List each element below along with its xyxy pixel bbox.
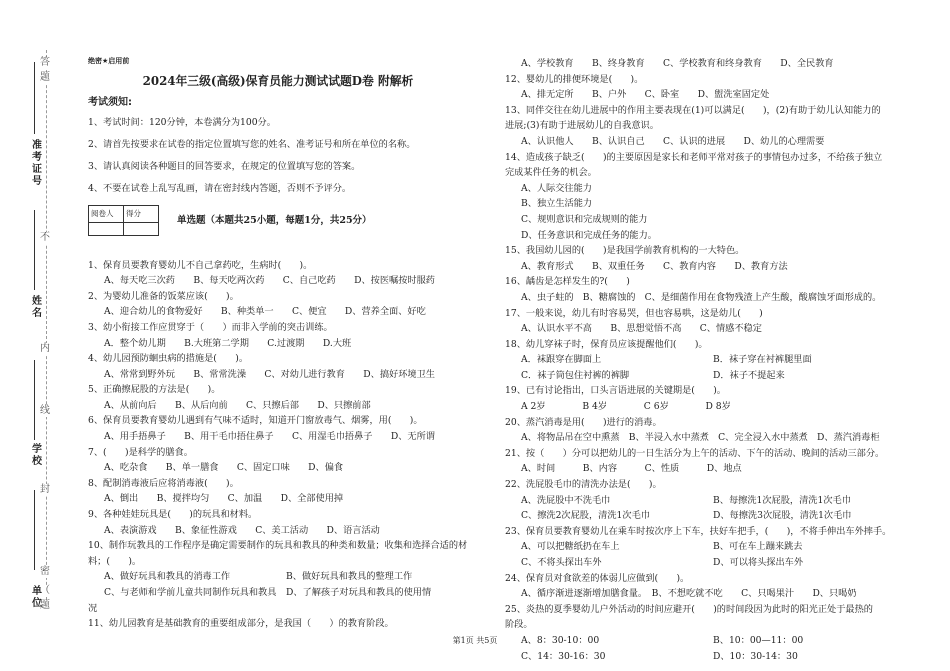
question-line: 2、为婴幼儿准备的饭菜应该( )。 xyxy=(88,290,239,302)
question-line: 25、炎热的夏季婴幼儿户外活动的时间应避开( )的时间段因为此时的阳光正处于最热的 xyxy=(505,603,873,615)
score-row xyxy=(88,204,468,238)
fill-line xyxy=(34,490,35,570)
option-text: C、擦洗2次屁股，清洗1次毛巾 xyxy=(521,510,650,522)
option-line: A、从前向后 B、从后向前 C、只擦后部 D、只擦前部 xyxy=(104,399,371,411)
right-column xyxy=(505,56,905,664)
option-text: A．袜跟穿在脚面上 xyxy=(521,354,602,366)
question-line: 完成某件任务的机会。 xyxy=(505,167,597,179)
option-text: A、8：30-10：00 xyxy=(521,634,600,646)
option-text: B、可在车上蹦来跳去 xyxy=(713,541,803,553)
option-pair xyxy=(505,539,905,555)
score-blank xyxy=(124,222,159,235)
option-text: B．袜子穿在衬裤腿里面 xyxy=(713,354,812,366)
grader-blank xyxy=(89,222,124,235)
option-line: A、倒出 B、搅拌均匀 C、加温 D、全部使用掉 xyxy=(104,493,344,505)
page-title: 2024年三级(高级)保育员能力测试试题D卷 附解析 xyxy=(142,73,414,88)
seal-char: 封 xyxy=(40,484,50,495)
question-line: 10、制作玩教具的工作程序是确定需要制作的玩具和教具的种类和数量；收集和选择合适的材 xyxy=(88,540,468,552)
option-line: A、循序渐进逐渐增加膳食量。 B、不想吃就不吃 C、只喝果汁 D、只喝奶 xyxy=(521,588,857,600)
option-pair xyxy=(505,649,905,665)
seal-char: 题 xyxy=(40,600,50,611)
question-line: 16、龋齿是怎样发生的?( ) xyxy=(505,276,630,288)
option-text: B、做好玩具和教具的整理工作 xyxy=(286,571,413,583)
fill-line xyxy=(34,360,35,440)
question-line: 15、我国幼儿园的( )是我国学前教育机构的一大特色。 xyxy=(505,245,745,257)
option-line: B、独立生活能力 xyxy=(521,198,593,210)
option-line: A、用手捂鼻子 B、用干毛巾捂住鼻子 C、用湿毛巾捂鼻子 D、无所谓 xyxy=(104,431,435,443)
option-line: A 2岁 B 4岁 C 6岁 D 8岁 xyxy=(521,401,731,413)
question-line: 19、已有讨论指出，口头言语进展的关键期是( )。 xyxy=(505,385,726,397)
option-text: D、每擦洗3次屁股，清洗1次毛巾 xyxy=(713,510,852,522)
option-line: A、表演游戏 B、象征性游戏 C、美工活动 D、语言活动 xyxy=(104,524,380,536)
section-heading: 单选题（本题共25小题，每题1分，共25分） xyxy=(177,214,372,226)
question-line: 22、洗屁股毛巾的清洗办法是( )。 xyxy=(505,479,662,491)
option-line: A、学校教育 B、终身教育 C、学校教育和终身教育 D、全民教育 xyxy=(521,58,834,69)
page-footer: 第1页 共5页 xyxy=(452,636,498,645)
question-list-right xyxy=(505,56,905,664)
option-text: D、10：30-14：30 xyxy=(713,650,798,662)
question-line: 11、幼儿园教育是基础教育的重要组成部分，是我国（ ）的教育阶段。 xyxy=(88,618,394,630)
option-text: C、不将头探出车外 xyxy=(521,557,602,568)
question-line: 17、一般来说，幼儿有时容易哭，但也容易哄，这是幼儿( ) xyxy=(505,307,763,319)
fill-line xyxy=(34,210,35,290)
question-line: 7、( )是科学的膳食。 xyxy=(88,446,193,458)
option-line: A、人际交往能力 xyxy=(521,182,592,194)
option-pair xyxy=(505,352,905,368)
option-line: C、规则意识和完成规则的能力 xyxy=(521,213,648,225)
question-line: 4、幼儿园预防蛔虫病的措施是( )。 xyxy=(88,353,249,365)
seal-char: 线 xyxy=(40,405,50,416)
unit-label: 单位 xyxy=(32,586,42,609)
notice-item: 2、请首先按要求在试卷的指定位置填写您的姓名、准考证号和所在单位的名称。 xyxy=(88,138,416,150)
option-text: B、每擦洗1次屁股，清洗1次毛巾 xyxy=(713,494,851,506)
option-line: A、每天吃三次药 B、每天吃两次药 C、自己吃药 D、按医嘱按时服药 xyxy=(104,275,435,287)
question-line: 21、按（ ）分可以把幼儿的一日生活分为上午的活动、下午的活动、晚间的活动三部分。 xyxy=(505,447,885,459)
fill-line xyxy=(34,62,35,134)
question-line: 阶段。 xyxy=(505,619,533,631)
question-line: 8、配制消毒液后应将消毒液( )。 xyxy=(88,477,239,489)
seal-char: 内 xyxy=(40,343,50,354)
option-text: C、与老师和学前儿童共同制作玩具和教具 xyxy=(104,587,277,598)
notice-item: 4、不要在试卷上乱写乱画，请在密封线内答题，否则不予评分。 xyxy=(88,183,352,195)
option-line: A、教育形式 B、双重任务 C、教育内容 D、教育方法 xyxy=(521,260,788,272)
question-line: 20、蒸汽消毒是用( )进行的消毒。 xyxy=(505,416,662,428)
option-line: A、认识他人 B、认识自己 C、认识的进展 D、幼儿的心理需要 xyxy=(521,135,825,147)
question-line: 18、幼儿穿袜子时，保育员应该提醒他们( )。 xyxy=(505,338,708,350)
question-line: 23、保育员要教育婴幼儿在乘车时按次序上下车，扶好车把手，( )，不将手伸出车外摔手。 xyxy=(505,525,892,537)
name-label: 姓名 xyxy=(32,296,42,319)
binding-margin xyxy=(0,0,70,671)
score-table xyxy=(88,205,159,236)
notice-heading: 考试须知: xyxy=(88,97,132,109)
score-cell: 得分 xyxy=(124,206,159,223)
option-line: D、任务意识和完成任务的能力。 xyxy=(521,229,657,241)
option-line: A、吃杂食 B、单一膳食 C、固定口味 D、偏食 xyxy=(104,462,344,474)
question-line: 况 xyxy=(88,602,98,614)
seal-char: 题 xyxy=(40,72,50,83)
question-line: 料；( )。 xyxy=(88,555,142,567)
option-text: A、做好玩具和教具的消毒工作 xyxy=(104,571,231,583)
grader-cell: 阅卷人 xyxy=(89,206,124,223)
option-text: D、了解孩子对玩具和教具的使用情 xyxy=(286,587,432,598)
seal-dashed-line xyxy=(46,50,47,610)
option-line: A、常常到野外玩 B、常常洗澡 C、对幼儿进行教育 D、搞好环境卫生 xyxy=(104,368,435,380)
option-pair xyxy=(88,585,468,601)
option-text: A、可以把糖纸扔在车上 xyxy=(521,541,620,553)
seal-char: 答 xyxy=(40,57,50,68)
option-pair xyxy=(88,569,468,585)
question-line: 6、保育员要教育婴幼儿遇到有气味不适时，知道开门窗放毒气、烟雾，用( )。 xyxy=(88,415,423,427)
question-line: 14、造成孩子缺乏( )的主要原因是家长和老师平常对孩子的事情包办过多，不给孩子独立 xyxy=(505,151,883,163)
question-line: 3、幼小衔接工作应贯穿于（ ）而非入学前的突击训练。 xyxy=(88,321,333,333)
seal-char: （ xyxy=(40,585,50,596)
option-line: A、将物品吊在空中熏蒸 B、半浸入水中蒸煮 C、完全浸入水中蒸煮 D、蒸汽消毒柜 xyxy=(521,432,880,444)
option-line: A、时间 B、内容 C、性质 D、地点 xyxy=(521,463,742,475)
option-line: A．整个幼儿期 B.大班第二学期 C.过渡期 D.大班 xyxy=(104,337,352,349)
exam-id-label: 准考证号 xyxy=(32,140,42,187)
option-text: D、可以将头探出车外 xyxy=(713,557,804,568)
question-line: 12、婴幼儿的排便环境是( )。 xyxy=(505,73,644,85)
seal-char: 不 xyxy=(40,232,50,243)
question-line: 1、保育员要教育婴幼儿不自己拿药吃，生病时( )。 xyxy=(88,259,313,271)
seal-char: 密 xyxy=(40,566,50,577)
option-text: D．袜子不提起来 xyxy=(713,369,785,381)
question-line: 进展;(3)有助于进展幼儿的自我意识。 xyxy=(505,120,659,132)
option-pair xyxy=(505,555,905,571)
notice-item: 3、请认真阅读各种题目的回答要求，在规定的位置填写您的答案。 xyxy=(88,161,361,173)
question-line: 5、正确擦屁股的方法是( )。 xyxy=(88,384,221,396)
notice-item: 1、考试时间：120分钟，本卷满分为100分。 xyxy=(88,116,276,128)
option-line: A、迎合幼儿的食物爱好 B、种类单一 C、便宜 D、营养全面、好吃 xyxy=(104,306,426,318)
question-line: 13、同伴交往在幼儿进展中的作用主要表现在(1)可以满足( )，(2)有助于幼儿认知能力的 xyxy=(505,104,881,116)
school-label: 学校 xyxy=(32,444,42,467)
question-line: 9、各种娃娃玩具是( )的玩具和材料。 xyxy=(88,509,258,521)
option-pair xyxy=(505,508,905,524)
option-text: C．袜子筒包住衬裤的裤脚 xyxy=(521,369,630,381)
secret-mark: 绝密★启用前 xyxy=(88,57,130,65)
option-line: A、虫子蛀的 B、糖腐蚀的 C、是细菌作用在食物残渣上产生酸，酸腐蚀牙面形成的。 xyxy=(521,291,882,303)
option-line: A、排无定所 B、户外 C、卧室 D、盥洗室固定处 xyxy=(521,89,770,101)
option-text: B、10：00—11：00 xyxy=(713,634,804,646)
option-pair xyxy=(505,493,905,509)
option-text: A、洗屁股中不洗毛巾 xyxy=(521,494,611,506)
question-line: 24、保育员对食欲差的体弱儿应做到( )。 xyxy=(505,572,690,584)
option-pair xyxy=(505,368,905,384)
option-line: A、认识水平不高 B、思想觉悟不高 C、情感不稳定 xyxy=(521,323,762,335)
option-text: C、14：30-16：30 xyxy=(521,650,606,662)
question-list-left xyxy=(88,258,468,632)
left-column xyxy=(88,54,468,632)
